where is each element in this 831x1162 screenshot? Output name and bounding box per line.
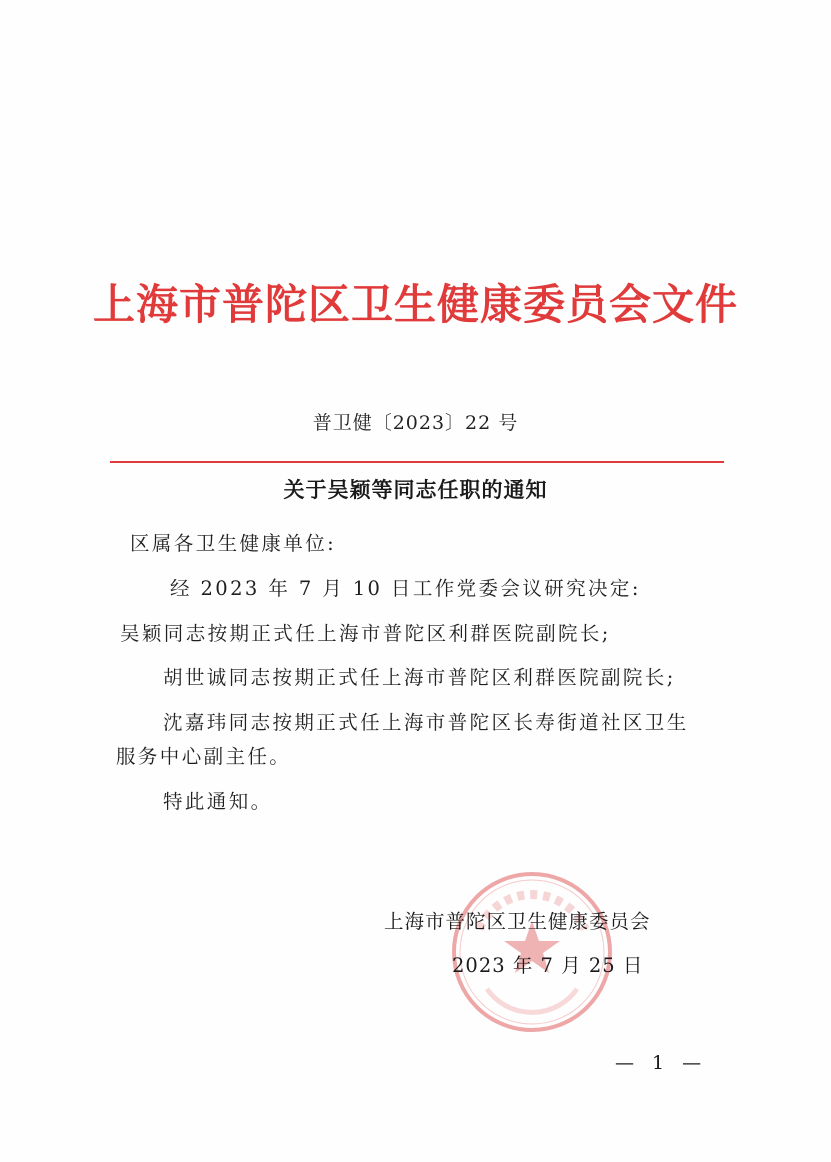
body-paragraph-decision: 经 2023 年 7 月 10 日工作党委会议研究决定: [170, 577, 641, 600]
signature-date: 2023 年 7 月 25 日 [452, 954, 644, 977]
document-subject: 关于吴颖等同志任职的通知 [283, 477, 548, 502]
body-paragraph-appointment-3-cont: 服务中心副主任。 [116, 745, 292, 768]
page-number: — 1 — [615, 1052, 708, 1074]
signature-organization: 上海市普陀区卫生健康委员会 [384, 910, 651, 933]
body-paragraph-appointment-2: 胡世诚同志按期正式任上海市普陀区利群医院副院长; [163, 666, 676, 689]
salutation: 区属各卫生健康单位: [130, 532, 337, 555]
document-header-title: 上海市普陀区卫生健康委员会文件 [92, 280, 738, 329]
body-paragraph-appointment-1: 吴颖同志按期正式任上海市普陀区利群医院副院长; [120, 622, 611, 645]
closing-remark: 特此通知。 [163, 790, 273, 813]
red-divider-line [110, 461, 724, 463]
body-paragraph-appointment-3: 沈嘉玮同志按期正式任上海市普陀区长寿街道社区卫生 [163, 711, 689, 734]
document-number: 普卫健〔2023〕22 号 [312, 412, 519, 434]
